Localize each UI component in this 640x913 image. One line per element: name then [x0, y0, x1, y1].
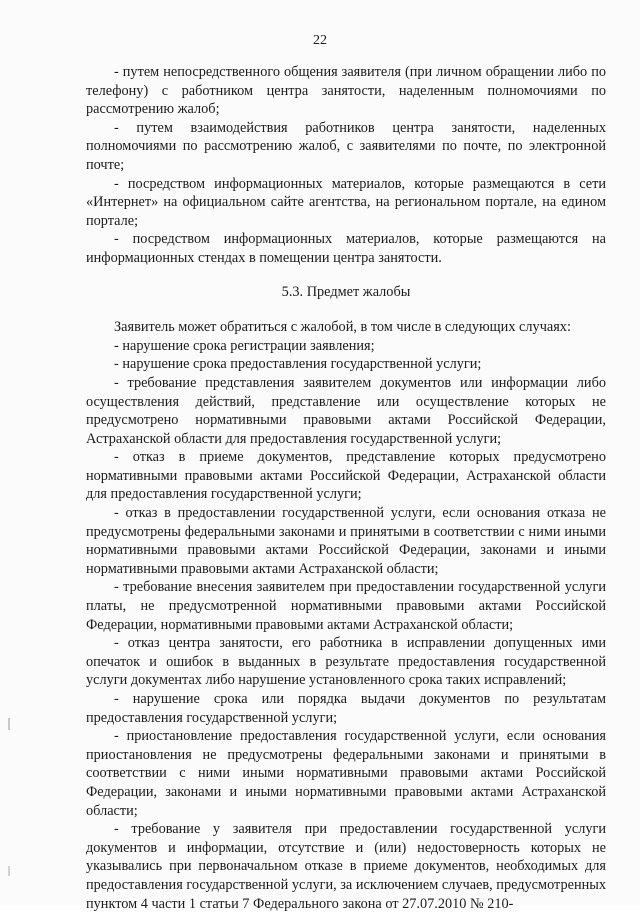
paragraph: - требование представления заявителем документов или информации либо осуществления действий, представление или осуществление которых не предусмотрено нормативными правовыми актами Российской Федерации, Астраханской области для предоставления государственной услуги;	[86, 374, 606, 447]
paragraph: - нарушение срока регистрации заявления;	[114, 337, 375, 354]
paragraph: - нарушение срока или порядка выдачи документов по результатам предоставления государственной услуги;	[86, 691, 606, 726]
paragraph: - требование внесения заявителем при предоставлении государственной услуги платы, не предусмотренной нормативными правовыми актами Российской Федерации, нормативными правовыми актами Астраханской области;	[86, 579, 606, 633]
paragraph: - приостановление предоставления государственной услуги, если основания приостановления не предусмотрены федеральными законами и принятыми в соответствии с ними иными нормативными правовыми актами Российской Федерации, законами и иными нормативными правовыми актами Астраханской области;	[86, 728, 606, 819]
paragraph: - отказ в приеме документов, представление которых предусмотрено нормативными правовыми актами Российской Федерации, Астраханской области для предоставления государственной услуги;	[86, 449, 606, 503]
paragraph: - требование у заявителя при предоставлении государственной услуги документов и информации, отсутствие и (или) недостоверность которых не указывались при первоначальном отказе в приеме документов, необходимых для предоставления государственной услуги, за исключением случаев, предусмотренных пунктом 4 части 1 статьи 7 Федерального закона от 27.07.2010 № 210-	[86, 821, 606, 912]
paragraph: - путем непосредственного общения заявителя (при личном обращении либо по телефону) с работником центра занятости, наделенным полномочиями по рассмотрению жалоб;	[86, 64, 606, 118]
paragraph: - отказ центра занятости, его работника в исправлении допущенных ими опечаток и ошибок в выданных в результате предоставления государственной услуги документах либо нарушение установленного срока таких исправлений;	[86, 635, 606, 689]
scan-artifact	[8, 866, 10, 876]
scan-artifact	[8, 718, 10, 730]
paragraph: - нарушение срока предоставления государственной услуги;	[114, 356, 482, 373]
body-text	[86, 63, 606, 913]
paragraph: - посредством информационных материалов, которые размещаются в сети «Интернет» на официальном сайте агентства, на региональном портале, на едином портале;	[86, 175, 606, 229]
paragraph: - отказ в предоставлении государственной услуги, если основания отказа не предусмотрены федеральными законами и принятыми в соответствии с ними иными нормативными правовыми актами Российской Федерации, законами и иными нормативными правовыми актами Астраханской области;	[86, 505, 606, 577]
page-number: 22	[313, 33, 327, 48]
paragraph: Заявитель может обратиться с жалобой, в том числе в следующих случаях:	[114, 319, 571, 336]
paragraph: - путем взаимодействия работников центра занятости, наделенных полномочиями по рассмотрению жалоб, с заявителями по почте, по электронной почте;	[86, 119, 606, 173]
paragraph: - посредством информационных материалов, которые размещаются на информационных стендах в помещении центра занятости.	[86, 231, 606, 266]
section-heading: 5.3. Предмет жалобы	[281, 283, 411, 300]
